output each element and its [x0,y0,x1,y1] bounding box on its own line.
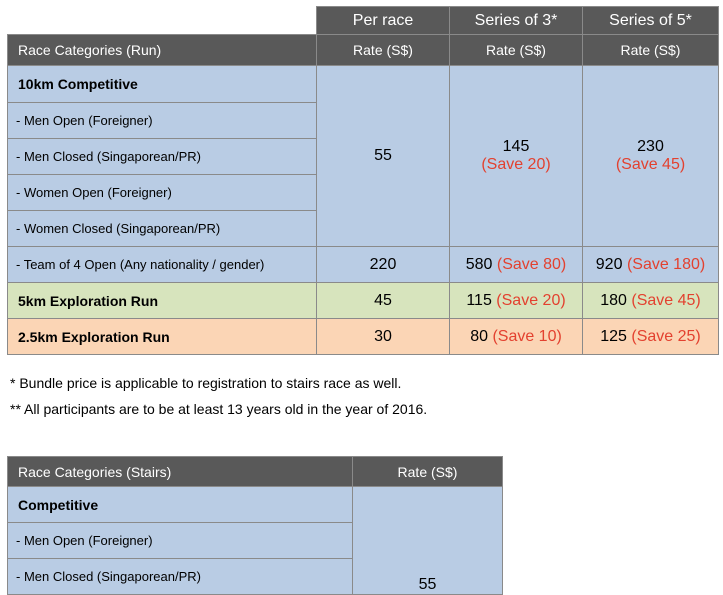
run-categories-header: Race Categories (Run) [8,35,317,66]
rate-header-per-race: Rate (S$) [317,35,450,66]
saving: (Save 80) [496,255,567,273]
footnote-mark: * [10,375,16,391]
category-10km-competitive: 10km Competitive [8,66,317,103]
price: 125 [600,327,627,345]
stairs-competitive-rate [353,487,503,595]
stairs-categories-header: Race Categories (Stairs) [8,457,353,487]
series-5-saving: (Save 45) [615,156,686,173]
competitive-series-5-rate [583,66,719,247]
team-per-race-rate: 220 [317,247,450,283]
series-3-saving: (Save 20) [481,156,551,173]
rate-value: 55 [418,576,437,593]
stairs-rates-table [7,456,503,595]
explore25-series-3-rate [450,319,583,355]
saving: (Save 25) [631,327,701,345]
footnote-age-requirement [10,401,427,417]
sub-category-team-of-4: - Team of 4 Open (Any nationality / gender) [8,247,317,283]
category-5km-exploration: 5km Exploration Run [8,283,317,319]
price: 80 [470,327,488,345]
col-per-race: Per race [317,7,450,35]
saving: (Save 45) [631,291,701,309]
team-series-5-rate [583,247,719,283]
footnote-text: All participants are to be at least 13 years old in the year of 2016. [24,401,428,417]
price: 920 [595,255,623,273]
saving: (Save 10) [492,327,562,345]
explore25-series-5-rate [583,319,719,355]
sub-category-men-open: - Men Open (Foreigner) [8,103,317,139]
col-series-3: Series of 3* [450,7,583,35]
competitive-series-3-rate [450,66,583,247]
team-series-3-rate [450,247,583,283]
price: 115 [466,291,492,309]
competitive-per-race-rate: 55 [317,66,450,247]
series-5-price: 230 [637,138,664,155]
stairs-rate-header: Rate (S$) [353,457,503,487]
explore5-per-race-rate: 45 [317,283,450,319]
header-spacer [8,7,317,35]
rate-header-series-3: Rate (S$) [450,35,583,66]
stairs-sub-men-closed: - Men Closed (Singaporean/PR) [8,559,353,595]
run-rates-table [7,6,719,355]
footnote-bundle-price [10,375,401,391]
footnote-text: Bundle price is applicable to registration to stairs race as well. [19,375,402,391]
col-series-5: Series of 5* [583,7,719,35]
saving: (Save 20) [496,291,566,309]
footnote-mark: ** [10,401,21,417]
price: 180 [600,291,627,309]
category-stairs-competitive: Competitive [8,487,353,523]
saving: (Save 180) [626,255,706,273]
explore5-series-3-rate [450,283,583,319]
price: 580 [465,255,493,273]
series-3-price: 145 [502,138,530,155]
explore5-series-5-rate [583,283,719,319]
stairs-sub-men-open: - Men Open (Foreigner) [8,523,353,559]
rate-header-series-5: Rate (S$) [583,35,719,66]
explore25-per-race-rate: 30 [317,319,450,355]
category-2-5km-exploration: 2.5km Exploration Run [8,319,317,355]
sub-category-women-closed: - Women Closed (Singaporean/PR) [8,211,317,247]
sub-category-women-open: - Women Open (Foreigner) [8,175,317,211]
sub-category-men-closed: - Men Closed (Singaporean/PR) [8,139,317,175]
